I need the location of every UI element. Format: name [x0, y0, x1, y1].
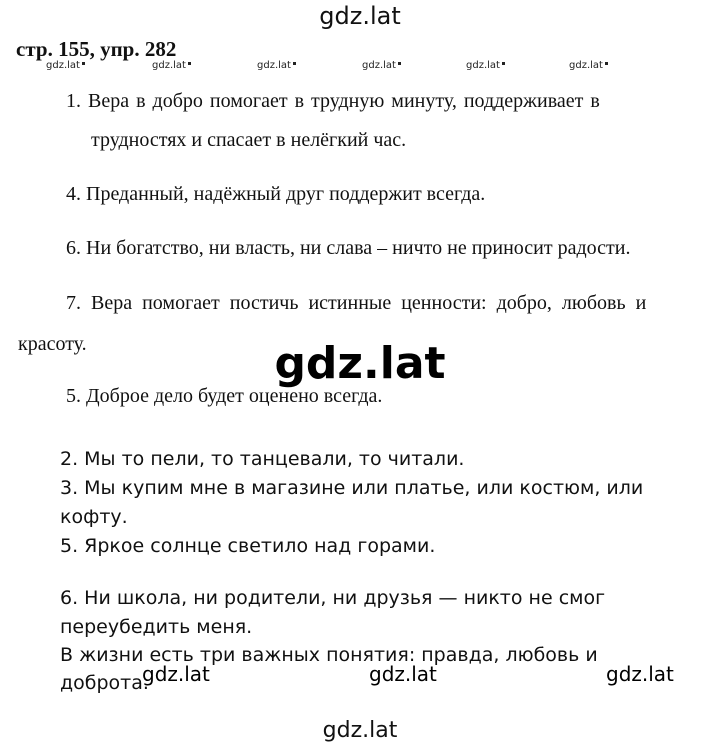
- small-watermark: gdz.lat: [257, 60, 296, 71]
- watermark-top: gdz.lat: [319, 2, 401, 30]
- sentence-6: 6. Ни богатство, ни власть, ни слава – ничто не приносит радости.: [66, 237, 631, 259]
- sentence-1-line-1: 1. Вера в добро помогает в трудную минуту, поддерживает в: [66, 90, 600, 112]
- watermark-inline: gdz.lat: [369, 662, 437, 686]
- sentence-3-line-1: 3. Мы купим мне в магазине или платье, или костюм, или: [60, 477, 644, 499]
- watermark-inline: gdz.lat: [142, 662, 210, 686]
- watermark-bottom: gdz.lat: [322, 718, 398, 743]
- sentence-1-line-2: трудностях и спасает в нелёгкий час.: [91, 129, 407, 151]
- sentence-4: 4. Преданный, надёжный друг поддержит всегда.: [66, 183, 486, 205]
- sentence-5: 5. Доброе дело будет оценено всегда.: [66, 385, 383, 407]
- sentence-2: 2. Мы то пели, то танцевали, то читали.: [60, 448, 465, 470]
- watermark-inline: gdz.lat: [606, 662, 674, 686]
- small-watermark: gdz.lat: [152, 60, 191, 71]
- exercise-heading: стр. 155, упр. 282: [16, 37, 177, 61]
- sentence-7-line-2: красоту.: [18, 333, 87, 355]
- small-watermark: gdz.lat: [569, 60, 608, 71]
- sentence-7b-line-1: В жизни есть три важных понятия: правда, любовь и: [60, 644, 598, 666]
- sentence-7b-line-2: доброта.: [60, 672, 149, 694]
- watermark-large: gdz.lat: [274, 338, 446, 389]
- small-watermark: gdz.lat: [362, 60, 401, 71]
- sentence-6b-line-1: 6. Ни школа, ни родители, ни друзья — никто не смог: [60, 587, 606, 609]
- sentence-6b-line-2: переубедить меня.: [60, 616, 253, 638]
- sentence-7-line-1: 7. Вера помогает постичь истинные ценности: добро, любовь и: [66, 292, 647, 314]
- small-watermark: gdz.lat: [466, 60, 505, 71]
- sentence-5b: 5. Яркое солнце светило над горами.: [60, 535, 436, 557]
- sentence-3-line-2: кофту.: [60, 506, 128, 528]
- small-watermark: gdz.lat: [46, 60, 85, 71]
